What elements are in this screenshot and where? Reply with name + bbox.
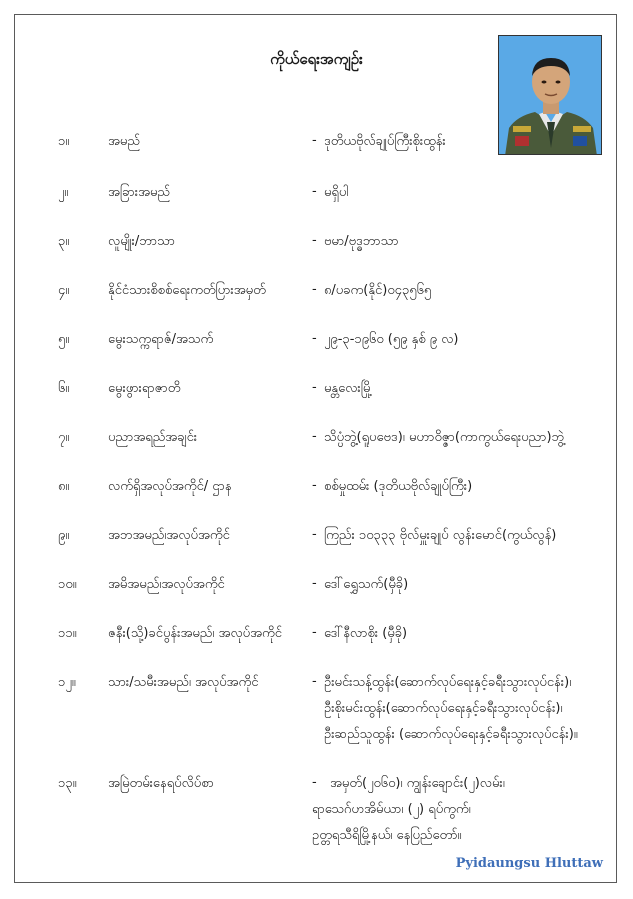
item-value: မရှိပါ [324,185,349,200]
item-number: ၃။ [58,234,70,249]
item-value: သိပ္ပံဘွဲ့(ရူပဗေဒ)၊ မဟာဝိဇ္ဇာ(ကာကွယ်ရေးပညာ)ဘွဲ့ [324,430,565,445]
document-title: ကိုယ်ရေးအကျဉ်း [270,50,363,68]
child-line-3: ဦးဆည်သူထွန်း (ဆောက်လုပ်ရေးနှင့်ခရီးသွားလုပ်ငန်း)။ [324,727,578,742]
item-value: ၈/ပခက(နိုင်)၀၄၃၅၆၅ [324,283,432,298]
item-label: အမည် [108,134,140,149]
child-line-2: ဦးစိုးမင်းထွန်း(ဆောက်လုပ်ရေးနှင့်ခရီးသွားလုပ်ငန်း)၊ [324,701,563,716]
item-label: အဘအမည်၊အလုပ်အကိုင် [108,528,230,543]
address-line-2: ရာသေဂ်ဟအိမ်ယာ၊ (၂) ရပ်ကွက်၊ [312,802,471,817]
separator: - [312,184,317,199]
address-line-3: ဥတ္တရသီရိမြို့နယ်၊ နေပြည်တော်။ [312,828,462,843]
separator: - [312,775,317,790]
item-value: ဒေါ်နီလာစိုး (မှီခို) [324,626,408,641]
separator: - [312,478,317,493]
separator: - [312,233,317,248]
separator: - [312,674,317,689]
item-number: ၅။ [58,332,70,347]
item-number: ၁၀။ [58,577,77,592]
separator: - [312,527,317,542]
item-label: မွေးသက္ကရာဇ်/အသက် [108,332,214,347]
item-number: ၇။ [58,430,70,445]
item-label: လူမျိုး/ဘာသာ [108,234,175,249]
footer-brand: Pyidaungsu Hluttaw [455,856,603,871]
portrait-photo [498,35,602,155]
item-value: ဗမာ/ဗုဒ္ဓဘာသာ [324,234,399,249]
item-label: ပညာအရည်အချင်း [108,430,198,445]
separator: - [312,282,317,297]
item-label: အခြားအမည် [108,185,171,200]
item-value: ၂၉-၃-၁၉၆၀ (၅၉ နှစ် ၉ လ) [324,332,459,347]
item-value: ဒုတိယဗိုလ်ချုပ်ကြီးစိုးထွန်း [324,134,446,149]
item-value: မန္တလေးမြို့ [324,381,373,396]
item-number: ၁၃။ [58,776,77,791]
separator: - [312,133,317,148]
item-label: သား/သမီးအမည်၊ အလုပ်အကိုင် [108,675,259,690]
separator: - [312,576,317,591]
separator: - [312,429,317,444]
item-value: ဒေါ်ရွှေသက်(မှီခို) [324,577,409,592]
item-number: ၁၁။ [58,626,77,641]
portrait-illustration [499,36,602,155]
item-label: လက်ရှိအလုပ်အကိုင်/ ဌာန [108,479,232,494]
separator: - [312,625,317,640]
separator: - [312,380,317,395]
item-number: ၆။ [58,381,70,396]
address-line-1: အမှတ်(၂၀၆၀)၊ ကျွန်းချောင်း(၂)လမ်း၊ [330,776,505,791]
separator: - [312,331,317,346]
item-value: ကြည်း ၁၀၃၃၃ ဗိုလ်မှူးချုပ် လွန်းမောင်(ကွယ်လွန်) [324,528,557,543]
item-label: ဇနီး(သို့)ခင်ပွန်းအမည်၊ အလုပ်အကိုင် [108,626,282,641]
item-label: မွေးဖွားရာဇာတိ [108,381,181,396]
item-number: ၁၂။ [58,675,76,690]
item-value: စစ်မှုထမ်း (ဒုတိယဗိုလ်ချုပ်ကြီး) [324,479,473,494]
item-label: အမိအမည်၊အလုပ်အကိုင် [108,577,225,592]
item-number: ၁။ [58,134,70,149]
child-line-1: ဦးမင်းသန့်ထွန်း(ဆောက်လုပ်ရေးနှင့်ခရီးသွားလုပ်ငန်း)၊ [324,675,572,690]
item-number: ၉။ [58,528,70,543]
item-number: ၈။ [58,479,70,494]
item-label: နိုင်ငံသားစိစစ်ရေးကတ်ပြားအမှတ် [108,283,266,298]
item-number: ၂။ [58,185,69,200]
item-label: အမြဲတမ်းနေရပ်လိပ်စာ [108,776,214,791]
item-number: ၄။ [58,283,70,298]
